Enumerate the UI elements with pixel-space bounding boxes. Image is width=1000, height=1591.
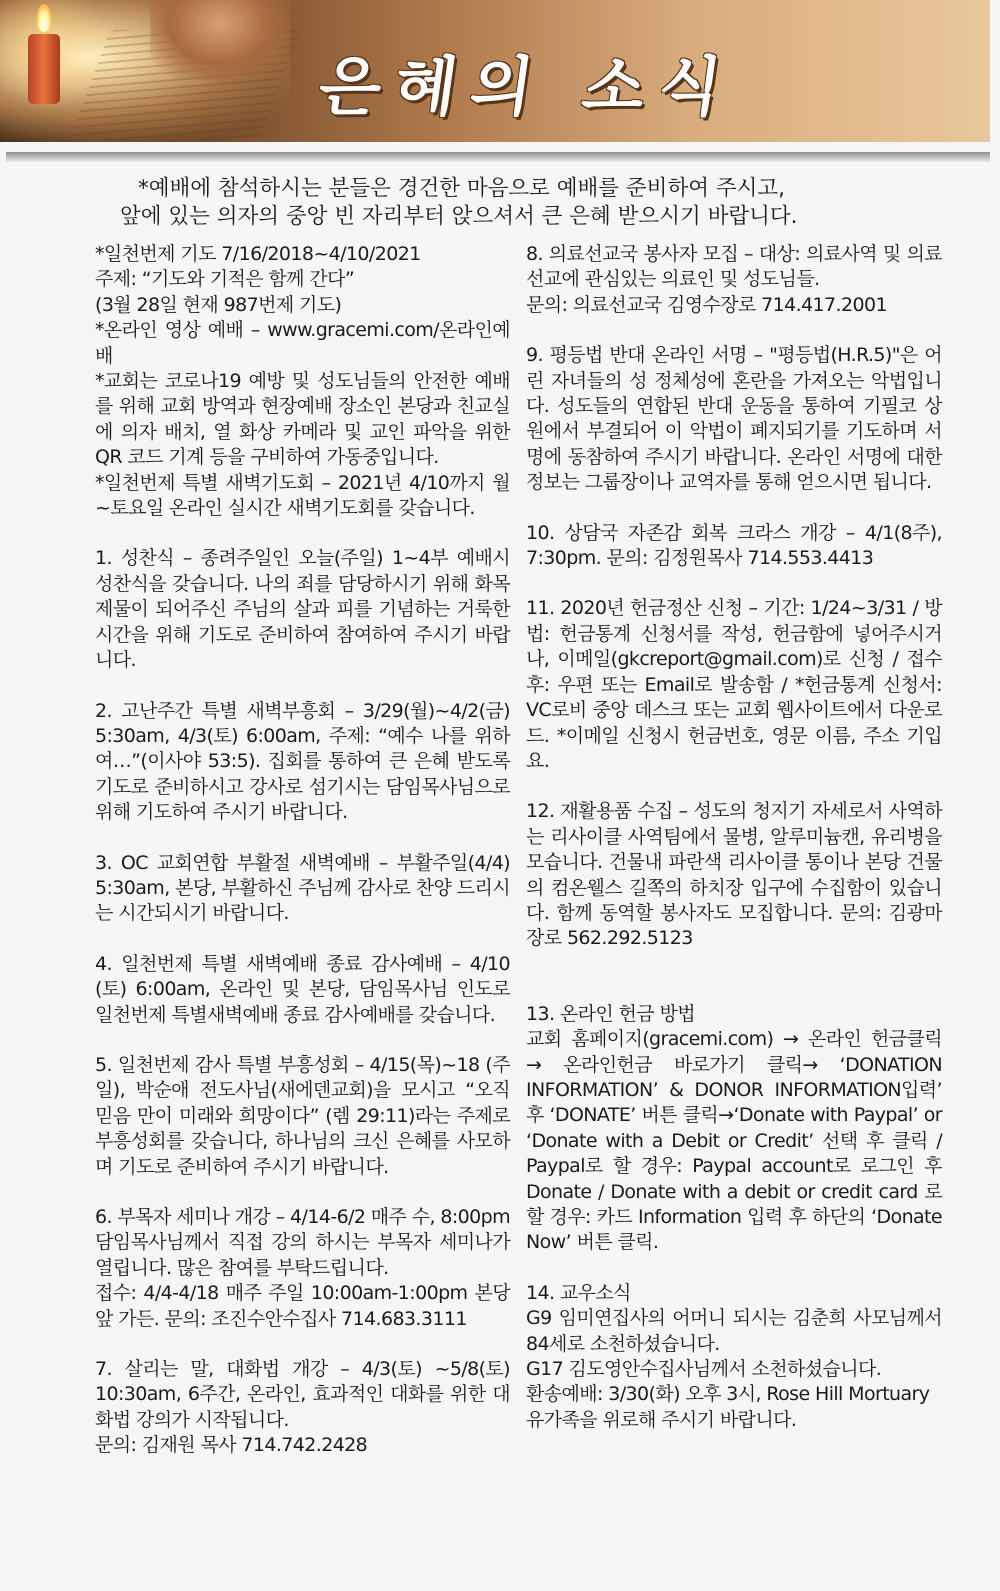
announcement-3: 3. OC 교회연합 부활절 새벽예배 – 부활주일(4/4) 5:30am, 본당, 부활하신 주님께 감사로 찬양 드리시는 시간되시기 바랍니다. [95, 851, 510, 925]
announcement-4: 4. 일천번제 특별 새벽예배 종료 감사예배 – 4/10 (토) 6:00am, 온라인 및 본당, 담임목사님 인도로 일천번제 특별새벽예배 종료 감사예배를 갖습니다. [95, 952, 510, 1026]
announcement-5: 5. 일천번제 감사 특별 부흥성회 – 4/15(목)~18 (주일), 박순애 전도사님(새에덴교회)을 모시고 “오직 믿음 만이 미래와 희망이다” (렘 29:11)라는 주제로 부흥성회를 갖습니다, 하나님의 크신 은혜를 사모하며 기도로 준비하여 주시기 바랍니다. [95, 1053, 510, 1178]
intro-announcements: *일천번제 기도 7/16/2018~4/10/2021 주제: “기도와 기적은 함께 간다” (3월 28일 현재 987번제 기도) *온라인 영상 예배 – www.gracemi.com/온라인예배 *교회는 코로나19 예방 및 성도님들의 안전한 예배를 위해 교회 방역과 현장예배 장소인 본당과 친교실에 의자 배치, 열 화상 카메라 및 교인 파악을 위한 QR 코드 기계 등을 구비하여 가동중입니다. *일천번제 특별 새벽기도회 – 2021년 4/10까지 월~토요일 온라인 실시간 새벽기도회를 갖습니다. [95, 243, 510, 520]
announcement-7: 7. 살리는 말, 대화법 개강 – 4/3(토) ~5/8(토) 10:30am, 6주간, 온라인, 효과적인 대화를 위한 대화법 강의가 시작됩니다. 문의: 김재원 목사 714.742.2428 [95, 1358, 510, 1457]
announcement-8: 8. 의료선교국 봉사자 모집 – 대상: 의료사역 및 의료선교에 관심있는 의료인 및 성도님들. 문의: 의료선교국 김영수장로 714.417.2001 [526, 243, 942, 316]
worship-notice [120, 175, 900, 231]
praying-hands-image [150, 0, 290, 80]
flame-icon [36, 4, 52, 32]
notice-line-2: 앞에 있는 의자의 중앙 빈 자리부터 앉으셔서 큰 은혜 받으시기 바랍니다. [120, 204, 798, 229]
header-banner [0, 0, 990, 142]
announcement-6: 6. 부목자 세미나 개강 – 4/14-6/2 매주 수, 8:00pm 담임목사님께서 직접 강의 하시는 부목자 세미나가 열립니다. 많은 참여를 부탁드립니다. 접수: 4/4-4/18 매주 주일 10:00am-1:00pm 본당 앞 가든. 문의: 조진수안수집사 714.683.3111 [95, 1206, 511, 1330]
announcement-10: 10. 상담국 자존감 회복 크라스 개강 – 4/1(8주), 7:30pm. 문의: 김정원목사 714.553.4413 [526, 521, 942, 570]
announcement-11: 11. 2020년 헌금정산 신청 – 기간: 1/24~3/31 / 방법: 헌금통계 신청서를 작성, 헌금함에 넣어주시거나, 이메일(gkcreport@gmail.com)로 신청 / 접수 후: 우편 또는 Email로 발송함 / *헌금통계 신청서: VC로비 중앙 데스크 또는 교회 웹사이트에서 다운로드. *이메일 신청시 헌금번호, 영문 이름, 주소 기입요. [526, 597, 942, 772]
notice-line-1: *예배에 참석하시는 분들은 경건한 마음으로 예배를 준비하여 주시고, [138, 176, 785, 201]
left-column [95, 242, 510, 1459]
candle-icon [28, 34, 60, 104]
announcement-2: 2. 고난주간 특별 새벽부흥회 – 3/29(월)~4/2(금) 5:30am, 4/3(토) 6:00am, 주제: “예수 나를 위하여…”(이사야 53:5). 집회를 통하여 큰 은혜 받도록 기도로 준비하시고 강사로 섬기시는 담임목사님으로 위해 기도하여 주시기 바랍니다. [95, 699, 510, 824]
right-column [526, 242, 942, 1433]
page-title: 은혜의 소식 [313, 50, 740, 125]
announcement-14: 14. 교우소식 G9 임미연집사의 어머니 되시는 김춘희 사모님께서 84세로 소천하셨습니다. G17 김도영안수집사님께서 소천하셨습니다. 환송예배: 3/30(화) 오후 3시, Rose Hill Mortuary 유가족을 위로해 주시기 바랍니다. [526, 1281, 942, 1431]
announcement-1: 1. 성찬식 – 종려주일인 오늘(주일) 1~4부 예배시 성찬식을 갖습니다. 나의 죄를 담당하시기 위해 화목제물이 되어주신 주님의 살과 피를 기념하는 거룩한 시간을 위해 기도로 준비하여 참여하여 주시기 바랍니다. [95, 547, 510, 672]
announcement-12: 12. 재활용품 수집 – 성도의 청지기 자세로서 사역하는 리사이클 사역팀에서 물병, 알루미늄캔, 유리병을 모습니다. 건물내 파란색 리사이클 통이나 본당 건물의 컴온웰스 길쪽의 하치장 입구에 수집함이 있습니다. 함께 동역할 봉사자도 모집합니다. 문의: 김광마 장로 562.292.5123 [526, 800, 942, 950]
announcement-9: 9. 평등법 반대 온라인 서명 – "평등법(H.R.5)"은 어린 자녀들의 성 정체성에 혼란을 가져오는 악법입니다. 성도들의 연합된 반대 운동을 통하여 기필코 상원에서 부결되어 이 악법이 폐지되기를 기도하며 서명에 동참하여 주시기 바랍니다. 온라인 서명에 대한 정보는 그룹장이나 교역자를 통해 얻으시면 됩니다. [526, 344, 942, 494]
header-divider [6, 152, 990, 162]
announcement-13: 13. 온라인 헌금 방법 교회 홈페이지(gracemi.com) → 온라인 헌금클릭 → 온라인헌금 바로가기 클릭→ ‘DONATION INFORMATION’ & DONOR INFORMATION입력’ 후 ‘DONATE’ 버튼 클릭→‘Donate with Paypal’ or ‘Donate with a Debit or Credit’ 선택 후 클릭 / Paypal로 할 경우: Paypal account로 로그인 후 Donate / Donate with a debit or credit card 로 할 경우: 카드 Information 입력 후 하단의 ‘Donate Now’ 버튼 클릭. [526, 1002, 942, 1254]
